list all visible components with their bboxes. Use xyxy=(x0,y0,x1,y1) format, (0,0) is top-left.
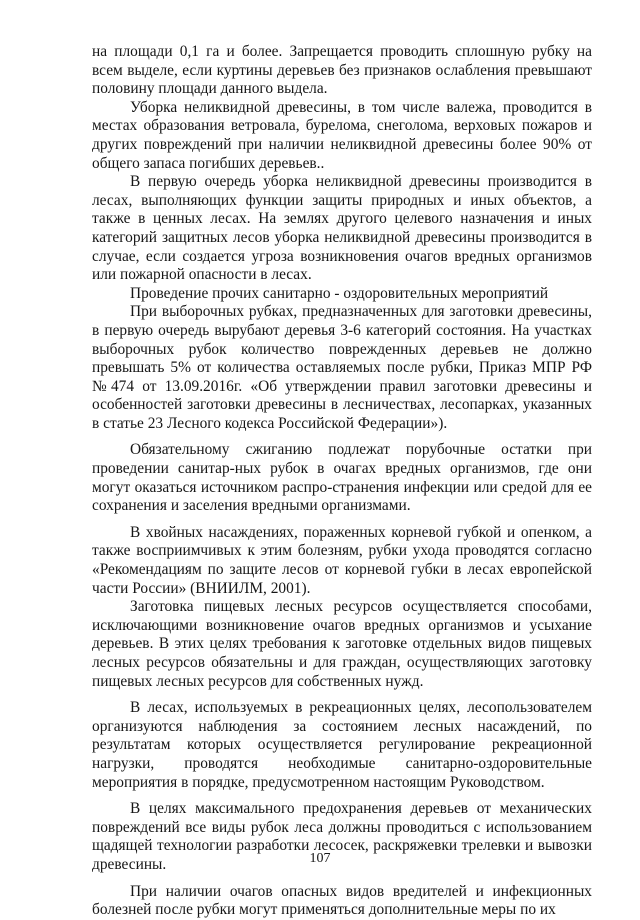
paragraph-selective-felling: При выборочных рубках, предназначенных для заготовки древесины, в первую очередь вырубают деревья 3-6 категорий состояния. На участках выборочных рубок количество поврежденных деревьев не должно превышать 5% от количества оставляемых после рубки, Приказ МПР РФ №474 от 13.09.2016г. «Об утверждении правил заготовки древесины и особенностей заготовки древесины в лесничествах, лесопарках, указанных в статье 23 Лесного кодекса Российской Федерации»). xyxy=(92,303,592,432)
paragraph-recreation-forests: В лесах, используемых в рекреационных целях, лесопользователем организуются наблюдения за состоянием лесных насаждений, по результатам которых осуществляется регулирование рекреационной нагрузки, проводятся необходимые санитарно-оздоровительные мероприятия в порядке, предусмотренном настоящим Руководством. xyxy=(92,699,592,791)
paragraph-continuation: на площади 0,1 га и более. Запрещается проводить сплошную рубку на всем выделе, если куртины деревьев без признаков ослабления превышают половину площади данного выдела. xyxy=(92,43,592,98)
page-number: 107 xyxy=(309,851,331,866)
paragraph-conifer-stands: В хвойных насаждениях, пораженных корневой губкой и опенком, а также восприимчивых к этим болезням, рубки ухода проводятся согласно «Рекомендациям по защите лесов от корневой губки в лесах европейской части России» (ВНИИЛМ, 2001). xyxy=(92,523,592,597)
paragraph-deadwood-removal: Уборка неликвидной древесины, в том числе валежа, проводится в местах образования ветровала, бурелома, снеголома, верховых пожаров и других повреждений при наличии неликвидной древесины более 90% от общего запаса погибших деревьев.. xyxy=(92,98,592,172)
paragraph-damage-prevention: В целях максимального предохранения деревьев от механических повреждений все виды рубок леса должны проводиться с использованием щадящей технологии разработки лесосек, раскряжевки трелевки и вывозки древесины. xyxy=(92,800,592,873)
section-heading: Проведение прочих санитарно - оздоровительных мероприятий xyxy=(130,284,549,302)
page-body xyxy=(92,43,592,920)
paragraph-priority-removal: В первую очередь уборка неликвидной древесины производится в лесах, выполняющих функции защиты природных и иных объектов, а также в ценных лесах. На землях другого целевого назначения и иных категорий защитных лесов уборка неликвидной древесины производится в случае, если создается угроза возникновения очагов вредных организмов или пожарной опасности в лесах. xyxy=(92,173,592,284)
paragraph-food-resources: Заготовка пищевых лесных ресурсов осуществляется способами, исключающими возникновение очагов вредных организмов и усыхание деревьев. В этих целях требования к заготовке отдельных видов пищевых лесных ресурсов обязательны и для граждан, осуществляющих заготовку пищевых лесных ресурсов для собственных нужд. xyxy=(92,598,592,690)
paragraph-burning-residues: Обязательному сжиганию подлежат порубочные остатки при проведении санитар-ных рубок в очагах вредных организмов, где они могут оказаться источником распро-странения инфекции или средой для ее сохранения и заселения вредными организмами. xyxy=(92,441,592,515)
paragraph-pest-outbreaks: При наличии очагов опасных видов вредителей и инфекционных болезней после рубки могут применяться дополнительные меры по их xyxy=(92,882,592,919)
